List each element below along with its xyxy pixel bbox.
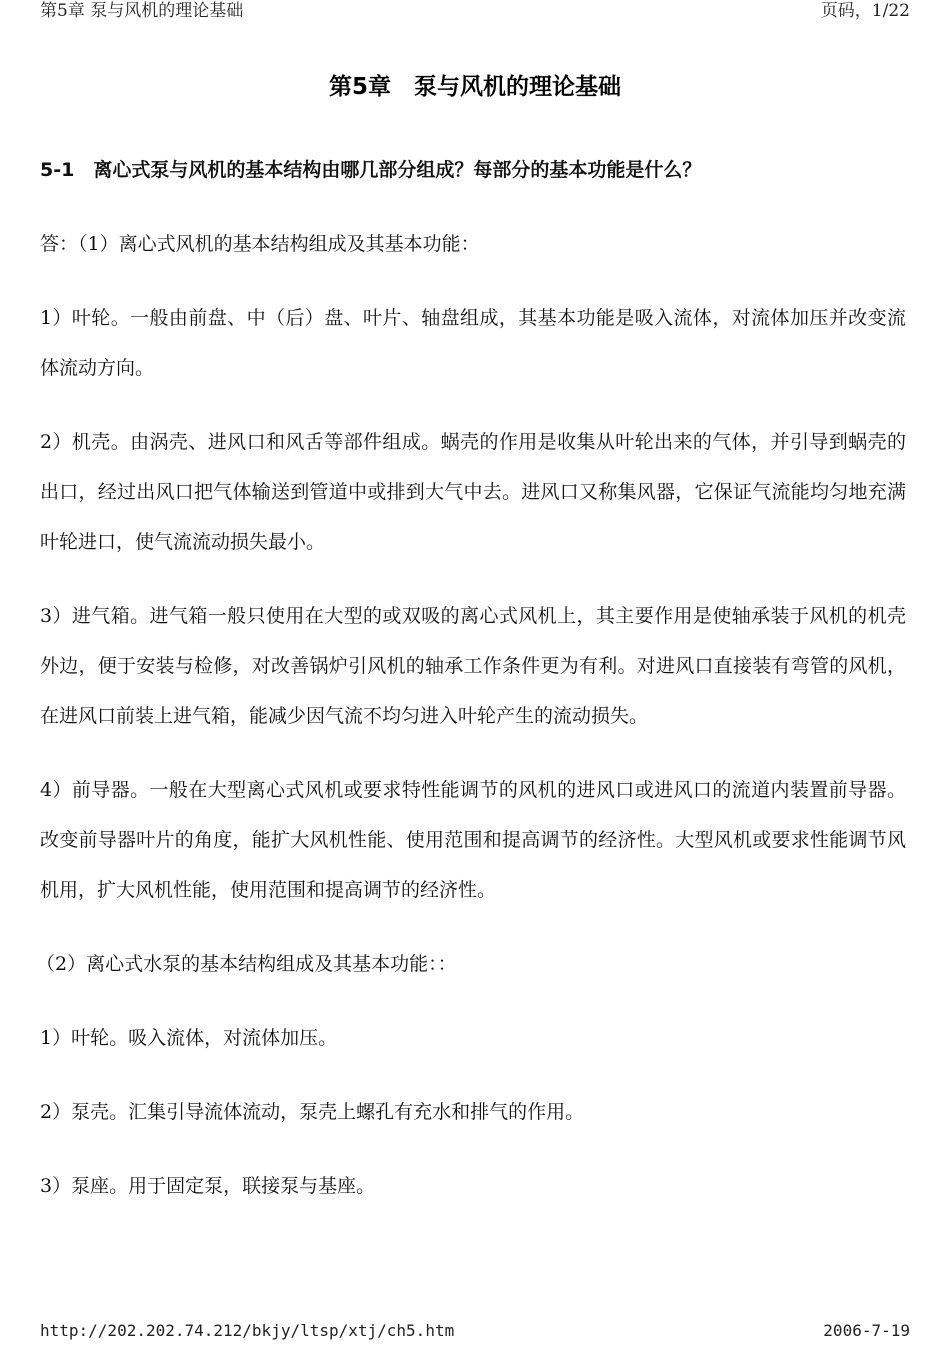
paragraph-pump-impeller: 1）叶轮。吸入流体，对流体加压。	[40, 1027, 338, 1049]
paragraph-pump-casing: 2）泵壳。汇集引导流体流动，泵壳上螺孔有充水和排气的作用。	[40, 1101, 585, 1123]
pump-section-heading: （2）离心式水泵的基本结构组成及其基本功能：：	[36, 953, 457, 975]
answer-intro: 答：（1）离心式风机的基本结构组成及其基本功能：	[40, 233, 480, 255]
footer-date: 2006-7-19	[823, 1321, 910, 1340]
question-heading: 5-1 离心式泵与风机的基本结构由哪几部分组成？每部分的基本功能是什么？	[40, 159, 702, 181]
page-header	[40, 0, 910, 26]
paragraph-inlet-box: 3）进气箱。进气箱一般只使用在大型的或双吸的离心式风机上，其主要作用是使轴承装于风机的机壳外边，便于安装与检修，对改善锅炉引风机的轴承工作条件更为有利。对进风口直接装有弯管的风机，在进风口前装上进气箱，能减少因气流不均匀进入叶轮产生的流动损失。	[40, 605, 906, 727]
paragraph-casing: 2）机壳。由涡壳、进风口和风舌等部件组成。蜗壳的作用是收集从叶轮出来的气体，并引导到蜗壳的出口，经过出风口把气体输送到管道中或排到大气中去。进风口又称集风器，它保证气流能均匀地充满叶轮进口，使气流流动损失最小。	[40, 431, 906, 553]
chapter-title: 第5章 泵与风机的理论基础	[328, 74, 621, 100]
paragraph-impeller: 1）叶轮。一般由前盘、中（后）盘、叶片、轴盘组成，其基本功能是吸入流体，对流体加压并改变流体流动方向。	[40, 307, 906, 379]
footer-url: http://202.202.74.212/bkjy/ltsp/xtj/ch5.htm	[40, 1321, 455, 1340]
paragraph-pump-base: 3）泵座。用于固定泵，联接泵与基座。	[40, 1175, 376, 1197]
page-footer	[40, 1320, 910, 1342]
document-body	[36, 145, 906, 1235]
header-page-number: 页码，1/22	[820, 1, 910, 21]
header-chapter-label: 第5章 泵与风机的理论基础	[40, 1, 244, 21]
paragraph-inlet-guide: 4）前导器。一般在大型离心式风机或要求特性能调节的风机的进风口或进风口的流道内装置前导器。改变前导器叶片的角度，能扩大风机性能、使用范围和提高调节的经济性。大型风机或要求性能调节风机用，扩大风机性能，使用范围和提高调节的经济性。	[40, 779, 906, 901]
